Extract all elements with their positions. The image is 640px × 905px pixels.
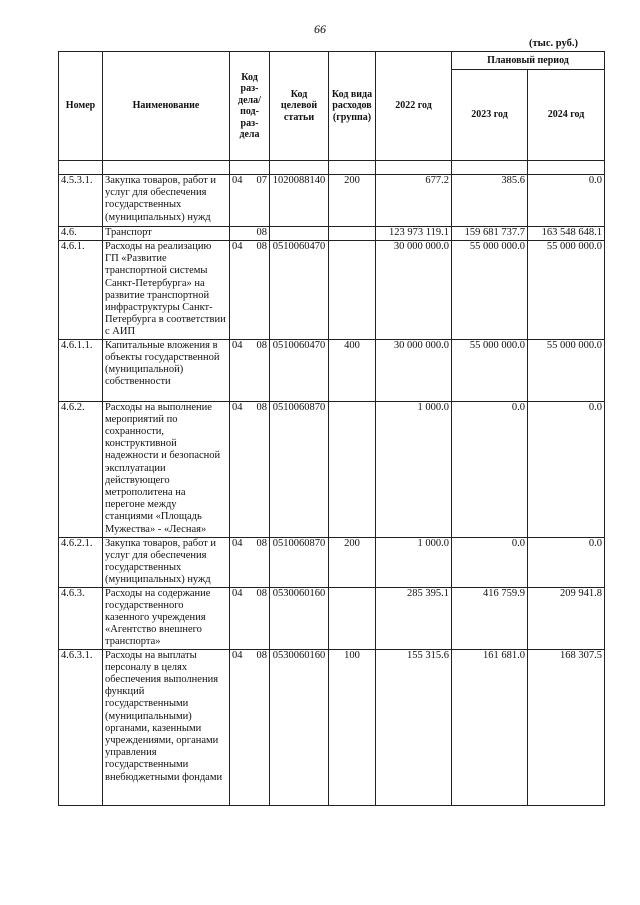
row-amount-2022: 30 000 000.0 [376, 339, 452, 401]
row-section-code [230, 241, 270, 340]
row-target-code: 0510060470 [270, 241, 329, 340]
row-section: 04 [232, 339, 243, 351]
page-number: 66 [314, 22, 326, 36]
row-section: 04 [232, 649, 243, 661]
table-body [59, 161, 605, 806]
row-subsection: 07 [256, 175, 267, 186]
row-number: 4.5.3.1. [59, 175, 103, 227]
table-row [59, 175, 605, 227]
table-row [59, 227, 605, 241]
row-subsection: 08 [256, 587, 267, 599]
row-amount-2022: 155 315.6 [376, 649, 452, 805]
table-row [59, 339, 605, 401]
row-amount-2024: 55 000 000.0 [528, 339, 605, 401]
row-name: Расходы на реализацию ГП «Развитие транспортной системы Санкт-Петербурга» на развитие транспортной инфраструктуры Санкт-Петербурга в соответствии с АИП [103, 241, 230, 340]
row-name: Расходы на содержание государственного казенного учреждения «Агентство внешнего транспорта» [103, 587, 230, 649]
row-amount-2024: 163 548 648.1 [528, 227, 605, 241]
row-section: 04 [232, 587, 243, 599]
row-number: 4.6. [59, 227, 103, 241]
table-row [59, 649, 605, 805]
row-amount-2023: 0.0 [452, 401, 528, 537]
row-subsection: 08 [256, 649, 267, 661]
header-2023: 2023 год [452, 70, 528, 161]
header-target-code: Код целевой статьи [270, 52, 329, 161]
row-amount-2024: 0.0 [528, 537, 605, 587]
row-name: Расходы на выплаты персоналу в целях обеспечения выполнения функций государственными (муниципальными) органами, казенными учреждениями, органами управления государственными внебюджетными фондами [103, 649, 230, 805]
table-row [59, 401, 605, 537]
units-label: (тыс. руб.) [529, 38, 578, 49]
row-name: Закупка товаров, работ и услуг для обеспечения государственных (муниципальных) нужд [103, 175, 230, 227]
header-plan-period: Плановый период [452, 52, 605, 70]
row-target-code [270, 227, 329, 241]
row-amount-2023: 161 681.0 [452, 649, 528, 805]
row-number: 4.6.1.1. [59, 339, 103, 401]
row-target-code: 0510060470 [270, 339, 329, 401]
row-amount-2024: 0.0 [528, 175, 605, 227]
table-row [59, 587, 605, 649]
row-amount-2022: 123 973 119.1 [376, 227, 452, 241]
row-section: 04 [232, 175, 243, 186]
row-section-code [230, 649, 270, 805]
row-name: Капитальные вложения в объекты государственной (муниципальной) собственности [103, 339, 230, 401]
row-section-code [230, 537, 270, 587]
row-number: 4.6.3.1. [59, 649, 103, 805]
row-number: 4.6.3. [59, 587, 103, 649]
header-row [59, 52, 605, 70]
row-target-code: 0530060160 [270, 587, 329, 649]
budget-table [58, 51, 605, 806]
row-amount-2022: 285 395.1 [376, 587, 452, 649]
row-amount-2022: 1 000.0 [376, 401, 452, 537]
row-amount-2022: 677.2 [376, 175, 452, 227]
row-name: Закупка товаров, работ и услуг для обеспечения государственных (муниципальных) нужд [103, 537, 230, 587]
table-row [59, 241, 605, 340]
row-amount-2022: 30 000 000.0 [376, 241, 452, 340]
row-expense-code [329, 587, 376, 649]
row-expense-code [329, 241, 376, 340]
row-amount-2023: 55 000 000.0 [452, 339, 528, 401]
row-subsection: 08 [256, 241, 267, 252]
row-target-code: 0510060870 [270, 401, 329, 537]
header-section-code: Код раз-дела/ под-раз-дела [230, 52, 270, 161]
row-subsection: 08 [256, 401, 267, 413]
row-expense-code [329, 227, 376, 241]
row-number: 4.6.2. [59, 401, 103, 537]
spacer-row [59, 161, 605, 175]
row-section-code [230, 401, 270, 537]
row-expense-code: 400 [329, 339, 376, 401]
row-amount-2024: 55 000 000.0 [528, 241, 605, 340]
header-2024: 2024 год [528, 70, 605, 161]
row-amount-2023: 385.6 [452, 175, 528, 227]
row-amount-2023: 55 000 000.0 [452, 241, 528, 340]
row-name: Расходы на выполнение мероприятий по сохранности, конструктивной надежности и безопасной эксплуатации действующего метрополитена на перегоне между станциями «Площадь Мужества» - «Лесная» [103, 401, 230, 537]
row-expense-code: 200 [329, 175, 376, 227]
row-section: 04 [232, 401, 243, 413]
row-section-code [230, 175, 270, 227]
row-amount-2023: 159 681 737.7 [452, 227, 528, 241]
row-amount-2022: 1 000.0 [376, 537, 452, 587]
row-subsection: 08 [256, 227, 267, 238]
row-expense-code: 100 [329, 649, 376, 805]
row-expense-code [329, 401, 376, 537]
row-expense-code: 200 [329, 537, 376, 587]
row-number: 4.6.2.1. [59, 537, 103, 587]
header-2022: 2022 год [376, 52, 452, 161]
row-amount-2023: 0.0 [452, 537, 528, 587]
row-amount-2024: 209 941.8 [528, 587, 605, 649]
row-target-code: 0530060160 [270, 649, 329, 805]
row-amount-2024: 0.0 [528, 401, 605, 537]
row-subsection: 08 [256, 537, 267, 549]
row-target-code: 1020088140 [270, 175, 329, 227]
header-name: Наименование [103, 52, 230, 161]
row-section-code [230, 339, 270, 401]
header-number: Номер [59, 52, 103, 161]
row-section: 04 [232, 537, 243, 549]
row-section-code [230, 227, 270, 241]
row-section-code [230, 587, 270, 649]
row-amount-2023: 416 759.9 [452, 587, 528, 649]
row-subsection: 08 [256, 339, 267, 351]
row-section: 04 [232, 241, 243, 252]
row-amount-2024: 168 307.5 [528, 649, 605, 805]
table-row [59, 537, 605, 587]
header-expense-code: Код вида расходов (группа) [329, 52, 376, 161]
row-number: 4.6.1. [59, 241, 103, 340]
row-target-code: 0510060870 [270, 537, 329, 587]
row-name: Транспорт [103, 227, 230, 241]
